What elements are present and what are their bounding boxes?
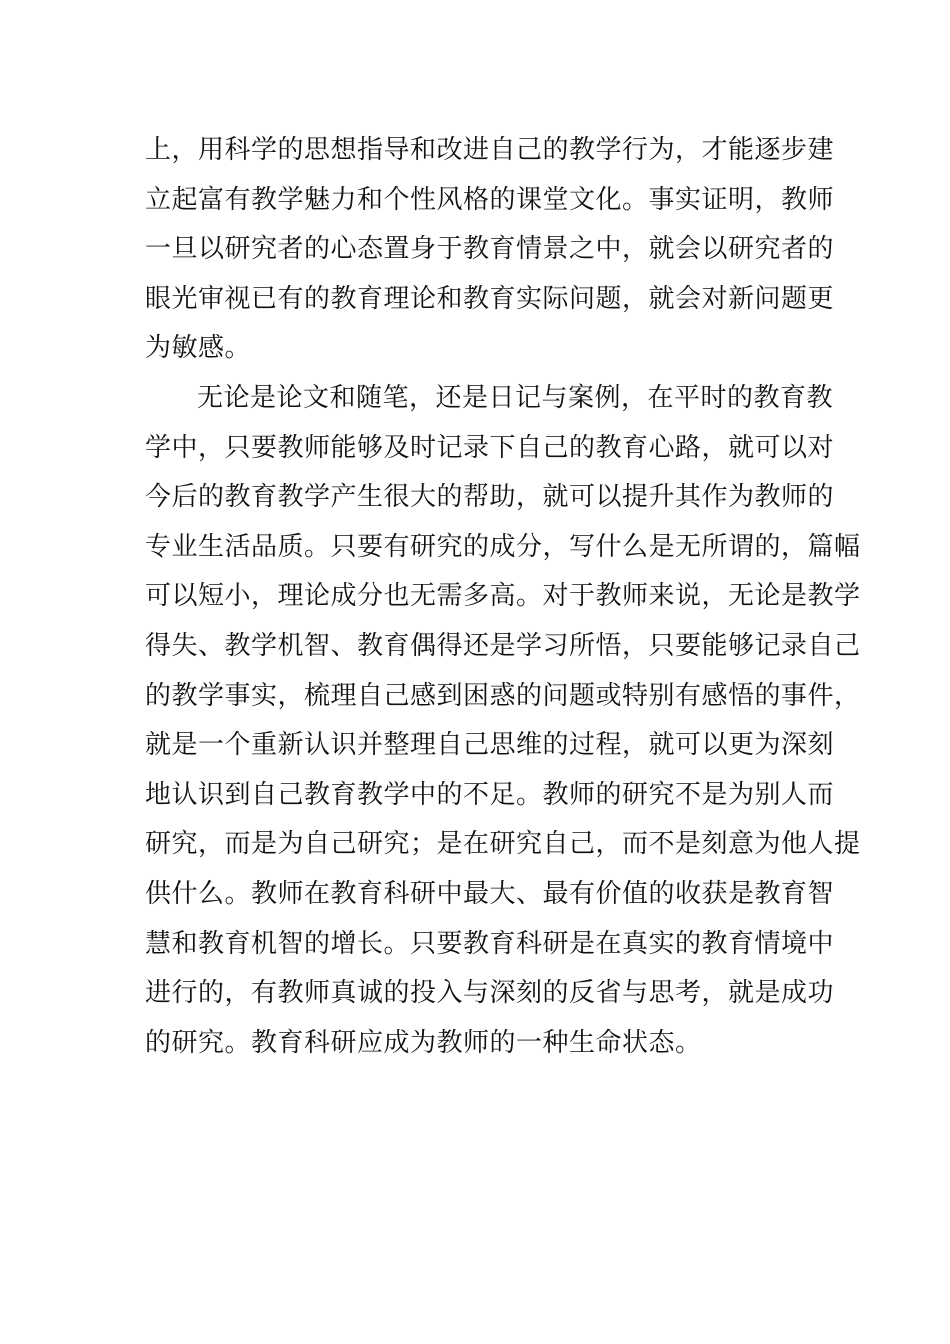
- text-line: 今后的教育教学产生很大的帮助，就可以提升其作为教师的: [145, 482, 835, 513]
- text-line: 学中，只要教师能够及时记录下自己的教育心路，就可以对: [145, 432, 835, 463]
- text-line: 供什么。教师在教育科研中最大、最有价值的收获是教育智: [145, 878, 835, 909]
- text-line: 为敏感。: [145, 333, 252, 364]
- text-line: 研究，而是为自己研究；是在研究自己，而不是刻意为他人提: [145, 829, 861, 860]
- text-line: 就是一个重新认识并整理自己思维的过程，就可以更为深刻: [145, 730, 835, 761]
- text-line: 上，用科学的思想指导和改进自己的教学行为，才能逐步建: [145, 135, 835, 165]
- text-line: 的研究。教育科研应成为教师的一种生命状态。: [145, 1027, 702, 1058]
- paragraph-1: [145, 126, 835, 374]
- text-line: 专业生活品质。只要有研究的成分，写什么是无所谓的，篇幅: [145, 531, 861, 562]
- text-line: 可以短小，理论成分也无需多高。对于教师来说，无论是教学: [145, 581, 861, 612]
- text-line: 得失、教学机智、教育偶得还是学习所悟，只要能够记录自己: [145, 630, 861, 661]
- text-line: 的教学事实，梳理自己感到困惑的问题或特别有感悟的事件，: [145, 680, 861, 711]
- text-line: 眼光审视已有的教育理论和教育实际问题，就会对新问题更: [145, 283, 835, 314]
- paragraph-2: [145, 374, 861, 1068]
- body-text: [145, 126, 861, 1068]
- text-line: 进行的，有教师真诚的投入与深刻的反省与思考，就是成功: [145, 978, 835, 1009]
- text-line: 慧和教育机智的增长。只要教育科研是在真实的教育情境中: [145, 928, 835, 959]
- text-line: 一旦以研究者的心态置身于教育情景之中，就会以研究者的: [145, 234, 835, 265]
- text-line: 地认识到自己教育教学中的不足。教师的研究不是为别人而: [145, 779, 835, 810]
- text-line: 立起富有教学魅力和个性风格的课堂文化。事实证明，教师: [145, 184, 835, 215]
- text-line: 无论是论文和随笔，还是日记与案例，在平时的教育教: [197, 382, 834, 413]
